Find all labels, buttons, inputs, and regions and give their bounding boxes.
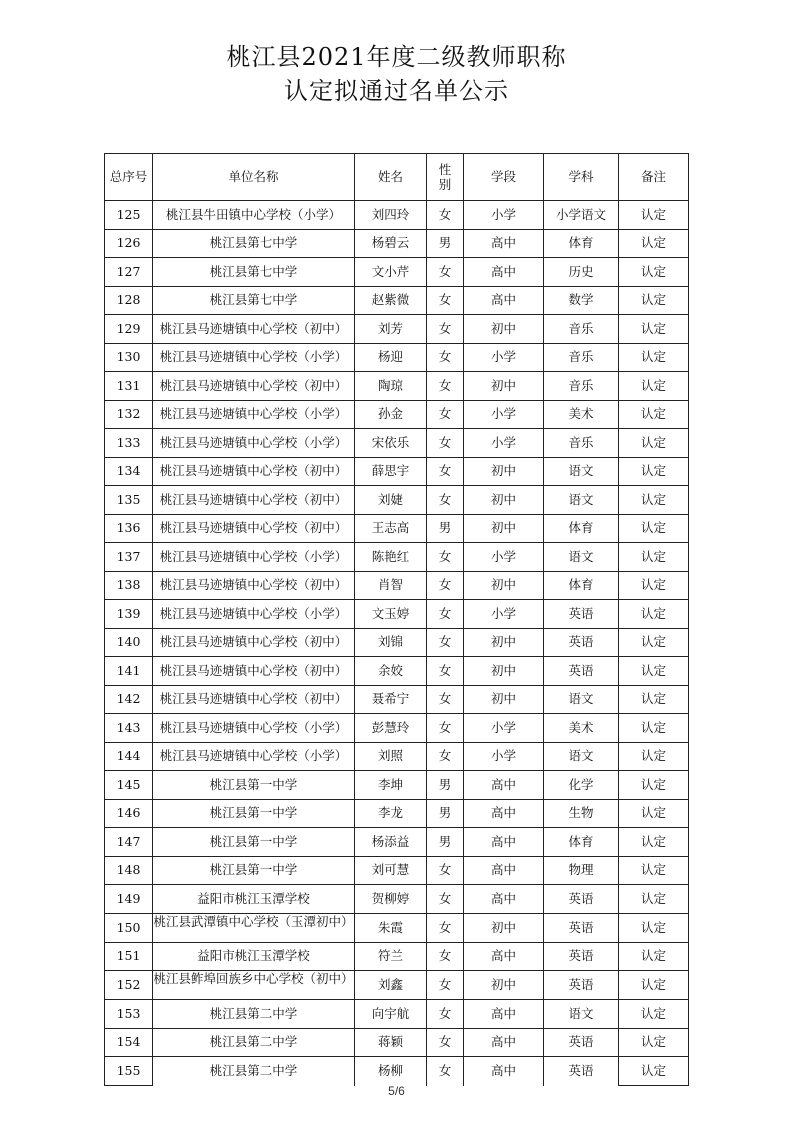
cell-name: 王志高: [355, 514, 427, 543]
cell-name: 向宇航: [355, 1000, 427, 1029]
cell-unit: 桃江县马迹塘镇中心学校（初中）: [153, 315, 355, 344]
table-row: [105, 856, 689, 885]
cell-remark: 认定: [619, 742, 689, 771]
table-row: [105, 229, 689, 258]
cell-stage: 高中: [464, 1028, 544, 1057]
cell-name: 聂希宁: [355, 685, 427, 714]
cell-unit: 桃江县第一中学: [153, 799, 355, 828]
cell-gender: 男: [427, 828, 464, 857]
cell-index: 151: [105, 942, 153, 971]
cell-name: 余姣: [355, 657, 427, 686]
header-gender-bottom: 别: [438, 177, 452, 192]
cell-index: 152: [105, 971, 153, 1000]
cell-stage: 初中: [464, 514, 544, 543]
cell-unit: 桃江县马迹塘镇中心学校（初中）: [153, 486, 355, 515]
table-row: [105, 799, 689, 828]
cell-remark: 认定: [619, 628, 689, 657]
cell-name: 刘四玲: [355, 201, 427, 230]
cell-gender: 女: [427, 657, 464, 686]
cell-unit-text: 桃江县武潭镇中心学校（玉潭初中）: [153, 914, 354, 929]
cell-remark: 认定: [619, 971, 689, 1000]
cell-gender: 女: [427, 942, 464, 971]
cell-stage: 高中: [464, 286, 544, 315]
cell-gender: 女: [427, 971, 464, 1000]
cell-unit: 桃江县马迹塘镇中心学校（小学）: [153, 543, 355, 572]
cell-subject: 历史: [544, 258, 619, 287]
cell-stage: 初中: [464, 372, 544, 401]
cell-stage: 小学: [464, 343, 544, 372]
cell-unit: 桃江县马迹塘镇中心学校（初中）: [153, 685, 355, 714]
table-row: [105, 971, 689, 1000]
table-row: [105, 942, 689, 971]
cell-subject: 体育: [544, 229, 619, 258]
cell-gender: 女: [427, 742, 464, 771]
cell-index: 149: [105, 885, 153, 914]
cell-stage: 初中: [464, 486, 544, 515]
cell-gender: 男: [427, 771, 464, 800]
cell-remark: 认定: [619, 429, 689, 458]
cell-remark: 认定: [619, 571, 689, 600]
table-row: [105, 828, 689, 857]
cell-remark: 认定: [619, 685, 689, 714]
cell-unit: 桃江县马迹塘镇中心学校（初中）: [153, 514, 355, 543]
cell-remark: 认定: [619, 600, 689, 629]
cell-remark: 认定: [619, 229, 689, 258]
cell-stage: 初中: [464, 457, 544, 486]
page-indicator: 5/6: [388, 1084, 405, 1098]
cell-stage: 初中: [464, 571, 544, 600]
cell-index: 129: [105, 315, 153, 344]
cell-stage: 高中: [464, 828, 544, 857]
cell-subject: 英语: [544, 971, 619, 1000]
cell-index: 155: [105, 1057, 153, 1086]
cell-index: 146: [105, 799, 153, 828]
cell-remark: 认定: [619, 201, 689, 230]
cell-gender: 女: [427, 286, 464, 315]
cell-index: 133: [105, 429, 153, 458]
cell-unit: 桃江县第一中学: [153, 771, 355, 800]
cell-gender: 女: [427, 628, 464, 657]
table-body: [105, 201, 689, 1086]
cell-subject: 英语: [544, 913, 619, 942]
cell-index: 140: [105, 628, 153, 657]
cell-index: 147: [105, 828, 153, 857]
cell-unit-text: 桃江县鲊埠回族乡中心学校（初中）: [153, 972, 354, 986]
table-row: [105, 486, 689, 515]
cell-remark: 认定: [619, 657, 689, 686]
cell-gender: 女: [427, 400, 464, 429]
cell-subject: 英语: [544, 1057, 619, 1086]
header-unit: 单位名称: [153, 154, 355, 201]
cell-remark: 认定: [619, 1000, 689, 1029]
cell-name: 赵紫微: [355, 286, 427, 315]
cell-stage: 高中: [464, 771, 544, 800]
cell-stage: 高中: [464, 799, 544, 828]
cell-gender: 女: [427, 486, 464, 515]
cell-stage: 初中: [464, 657, 544, 686]
table-row: [105, 372, 689, 401]
cell-remark: 认定: [619, 514, 689, 543]
cell-index: 132: [105, 400, 153, 429]
cell-stage: 小学: [464, 543, 544, 572]
cell-remark: 认定: [619, 714, 689, 743]
cell-subject: 美术: [544, 400, 619, 429]
cell-subject: 体育: [544, 571, 619, 600]
cell-gender: 女: [427, 372, 464, 401]
cell-name: 文小芹: [355, 258, 427, 287]
cell-remark: 认定: [619, 885, 689, 914]
cell-name: 彭慧玲: [355, 714, 427, 743]
cell-gender: 男: [427, 229, 464, 258]
cell-subject: 英语: [544, 628, 619, 657]
cell-index: 134: [105, 457, 153, 486]
cell-index: 138: [105, 571, 153, 600]
cell-index: 137: [105, 543, 153, 572]
cell-remark: 认定: [619, 286, 689, 315]
teacher-list-table: [104, 153, 689, 1086]
table-row: [105, 714, 689, 743]
cell-subject: 音乐: [544, 372, 619, 401]
table-row: [105, 315, 689, 344]
cell-name: 薛思宇: [355, 457, 427, 486]
cell-name: 陈艳红: [355, 543, 427, 572]
cell-name: 李坤: [355, 771, 427, 800]
cell-remark: 认定: [619, 400, 689, 429]
cell-gender: 女: [427, 856, 464, 885]
cell-index: 126: [105, 229, 153, 258]
cell-subject: 小学语文: [544, 201, 619, 230]
header-name: 姓名: [355, 154, 427, 201]
cell-stage: 高中: [464, 1057, 544, 1086]
cell-subject: 体育: [544, 828, 619, 857]
cell-unit: 桃江县牛田镇中心学校（小学）: [153, 201, 355, 230]
cell-index: 131: [105, 372, 153, 401]
cell-index: 150: [105, 913, 153, 942]
cell-unit: 桃江县第一中学: [153, 828, 355, 857]
cell-stage: 初中: [464, 315, 544, 344]
cell-subject: 化学: [544, 771, 619, 800]
cell-subject: 语文: [544, 543, 619, 572]
document-title-line-2: 认定拟通过名单公示: [284, 77, 509, 105]
table-row: [105, 885, 689, 914]
cell-unit: 桃江县马迹塘镇中心学校（初中）: [153, 571, 355, 600]
cell-index: 139: [105, 600, 153, 629]
cell-remark: 认定: [619, 856, 689, 885]
cell-name: 刘可慧: [355, 856, 427, 885]
cell-subject: 英语: [544, 885, 619, 914]
cell-subject: 音乐: [544, 429, 619, 458]
cell-stage: 初中: [464, 971, 544, 1000]
cell-gender: 女: [427, 600, 464, 629]
cell-stage: 初中: [464, 913, 544, 942]
cell-subject: 物理: [544, 856, 619, 885]
cell-unit: [153, 913, 355, 942]
cell-stage: 小学: [464, 714, 544, 743]
cell-remark: 认定: [619, 1028, 689, 1057]
cell-gender: 女: [427, 1057, 464, 1086]
cell-index: 135: [105, 486, 153, 515]
cell-stage: 高中: [464, 885, 544, 914]
cell-remark: 认定: [619, 771, 689, 800]
cell-unit: 桃江县第二中学: [153, 1028, 355, 1057]
cell-name: 李龙: [355, 799, 427, 828]
table-row: [105, 742, 689, 771]
cell-name: 贺柳婷: [355, 885, 427, 914]
table-row: [105, 685, 689, 714]
cell-unit: 桃江县第七中学: [153, 229, 355, 258]
cell-name: 孙金: [355, 400, 427, 429]
cell-unit: 桃江县第七中学: [153, 286, 355, 315]
cell-remark: 认定: [619, 372, 689, 401]
cell-gender: 女: [427, 457, 464, 486]
cell-name: 符兰: [355, 942, 427, 971]
cell-unit: 桃江县马迹塘镇中心学校（初中）: [153, 457, 355, 486]
cell-stage: 高中: [464, 258, 544, 287]
cell-remark: 认定: [619, 486, 689, 515]
table-row: [105, 201, 689, 230]
header-stage: 学段: [464, 154, 544, 201]
table-row: [105, 457, 689, 486]
cell-name: 朱霞: [355, 913, 427, 942]
cell-unit: 桃江县马迹塘镇中心学校（小学）: [153, 343, 355, 372]
cell-index: 125: [105, 201, 153, 230]
table-row: [105, 429, 689, 458]
cell-remark: 认定: [619, 343, 689, 372]
cell-name: 肖智: [355, 571, 427, 600]
cell-remark: 认定: [619, 543, 689, 572]
cell-remark: 认定: [619, 1057, 689, 1086]
header-subject: 学科: [544, 154, 619, 201]
cell-name: 杨添益: [355, 828, 427, 857]
cell-subject: 音乐: [544, 315, 619, 344]
cell-subject: 语文: [544, 457, 619, 486]
header-remark: 备注: [619, 154, 689, 201]
table-row: [105, 343, 689, 372]
cell-stage: 小学: [464, 742, 544, 771]
cell-remark: 认定: [619, 942, 689, 971]
cell-unit: 益阳市桃江玉潭学校: [153, 885, 355, 914]
cell-gender: 女: [427, 1000, 464, 1029]
cell-index: 136: [105, 514, 153, 543]
cell-index: 144: [105, 742, 153, 771]
header-gender-top: 性: [438, 162, 452, 177]
cell-gender: 女: [427, 714, 464, 743]
cell-stage: 初中: [464, 628, 544, 657]
table-row: [105, 258, 689, 287]
cell-index: 128: [105, 286, 153, 315]
cell-name: 刘鑫: [355, 971, 427, 1000]
cell-index: 154: [105, 1028, 153, 1057]
cell-subject: 语文: [544, 1000, 619, 1029]
cell-subject: 英语: [544, 942, 619, 971]
header-index: 总序号: [105, 154, 153, 201]
cell-name: 刘照: [355, 742, 427, 771]
cell-unit: 桃江县马迹塘镇中心学校（小学）: [153, 600, 355, 629]
table-row: [105, 1057, 689, 1086]
cell-unit: 桃江县第一中学: [153, 856, 355, 885]
table-row: [105, 657, 689, 686]
cell-stage: 高中: [464, 229, 544, 258]
table-row: [105, 543, 689, 572]
cell-remark: 认定: [619, 828, 689, 857]
cell-unit: 桃江县马迹塘镇中心学校（小学）: [153, 742, 355, 771]
cell-gender: 女: [427, 315, 464, 344]
cell-index: 153: [105, 1000, 153, 1029]
cell-name: 刘锦: [355, 628, 427, 657]
cell-gender: 女: [427, 885, 464, 914]
cell-index: 148: [105, 856, 153, 885]
table-row: [105, 1000, 689, 1029]
cell-stage: 小学: [464, 201, 544, 230]
cell-name: 杨碧云: [355, 229, 427, 258]
header-gender: [427, 154, 464, 201]
cell-remark: 认定: [619, 457, 689, 486]
cell-name: 文玉婷: [355, 600, 427, 629]
cell-remark: 认定: [619, 913, 689, 942]
cell-subject: 语文: [544, 486, 619, 515]
cell-subject: 数学: [544, 286, 619, 315]
cell-stage: 高中: [464, 1000, 544, 1029]
cell-subject: 生物: [544, 799, 619, 828]
cell-gender: 男: [427, 799, 464, 828]
cell-remark: 认定: [619, 315, 689, 344]
cell-name: 杨迎: [355, 343, 427, 372]
cell-gender: 男: [427, 514, 464, 543]
table-row: [105, 628, 689, 657]
table-row: [105, 286, 689, 315]
cell-subject: 英语: [544, 657, 619, 686]
cell-unit: [153, 971, 355, 1000]
table-row: [105, 514, 689, 543]
cell-unit: 桃江县马迹塘镇中心学校（初中）: [153, 628, 355, 657]
table-row: [105, 571, 689, 600]
cell-unit: 桃江县第二中学: [153, 1000, 355, 1029]
cell-unit: 桃江县马迹塘镇中心学校（初中）: [153, 372, 355, 401]
cell-name: 刘婕: [355, 486, 427, 515]
cell-name: 蒋颖: [355, 1028, 427, 1057]
cell-stage: 小学: [464, 429, 544, 458]
table-row: [105, 400, 689, 429]
cell-gender: 女: [427, 913, 464, 942]
cell-gender: 女: [427, 429, 464, 458]
table-row: [105, 771, 689, 800]
cell-name: 陶琼: [355, 372, 427, 401]
table-header-row: [105, 154, 689, 201]
cell-subject: 英语: [544, 1028, 619, 1057]
cell-stage: 初中: [464, 685, 544, 714]
cell-subject: 英语: [544, 600, 619, 629]
document-title-line-1: 桃江县2021年度二级教师职称: [226, 43, 567, 71]
cell-index: 130: [105, 343, 153, 372]
cell-stage: 小学: [464, 400, 544, 429]
cell-gender: 女: [427, 258, 464, 287]
cell-name: 刘芳: [355, 315, 427, 344]
cell-stage: 高中: [464, 856, 544, 885]
cell-remark: 认定: [619, 258, 689, 287]
cell-unit: 益阳市桃江玉潭学校: [153, 942, 355, 971]
cell-remark: 认定: [619, 799, 689, 828]
cell-gender: 女: [427, 685, 464, 714]
cell-gender: 女: [427, 1028, 464, 1057]
cell-stage: 小学: [464, 600, 544, 629]
cell-name: 宋依乐: [355, 429, 427, 458]
cell-unit: 桃江县第七中学: [153, 258, 355, 287]
table-row: [105, 913, 689, 942]
cell-stage: 高中: [464, 942, 544, 971]
cell-unit: 桃江县第二中学: [153, 1057, 355, 1086]
cell-unit: 桃江县马迹塘镇中心学校（小学）: [153, 714, 355, 743]
cell-unit: 桃江县马迹塘镇中心学校（小学）: [153, 429, 355, 458]
table-row: [105, 600, 689, 629]
cell-gender: 女: [427, 343, 464, 372]
table-row: [105, 1028, 689, 1057]
cell-name: 杨柳: [355, 1057, 427, 1086]
cell-gender: 女: [427, 543, 464, 572]
cell-subject: 音乐: [544, 343, 619, 372]
cell-gender: 女: [427, 571, 464, 600]
cell-subject: 美术: [544, 714, 619, 743]
cell-unit: 桃江县马迹塘镇中心学校（初中）: [153, 657, 355, 686]
cell-index: 143: [105, 714, 153, 743]
cell-index: 142: [105, 685, 153, 714]
cell-subject: 体育: [544, 514, 619, 543]
cell-index: 141: [105, 657, 153, 686]
cell-index: 145: [105, 771, 153, 800]
cell-subject: 语文: [544, 685, 619, 714]
cell-unit: 桃江县马迹塘镇中心学校（小学）: [153, 400, 355, 429]
cell-index: 127: [105, 258, 153, 287]
cell-subject: 语文: [544, 742, 619, 771]
cell-gender: 女: [427, 201, 464, 230]
